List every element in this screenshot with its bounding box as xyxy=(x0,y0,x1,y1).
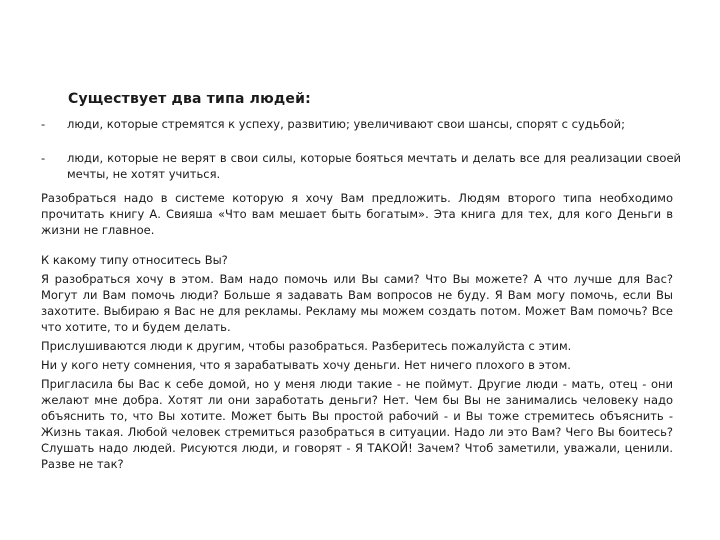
paragraph: Пригласила бы Вас к себе домой, но у меня люди такие - не поймут. Другие люди - мать, отец - они желают мне добра. Хотят ли они заработать деньги? Нет. Чем бы Вы не занимались человеку надо объяснить то, что Вы хотите. Может быть Вы простой рабочий - и Вы тоже стремитесь объяснить - Жизнь такая. Любой человек стремиться разобраться в ситуации. Надо ли это Вам? Чего Вы боитесь? Слушать надо людей. Рисуются люди, и говорят - Я ТАКОЙ! Зачем? Чтоб заметили, уважали, ценили. Разве не так? xyxy=(41,377,673,471)
paragraph: Ни у кого нету сомнения, что я зарабатывать хочу деньги. Нет ничего плохого в этом. xyxy=(41,358,571,372)
bullet-text: люди, которые не верят в свои силы, которые бояться мечтать и делать все для реализации своей мечты, не хотят учиться. xyxy=(67,151,681,181)
bullet-text: люди, которые стремятся к успеху, развитию; увеличивают свои шансы, спорят с судьбой; xyxy=(67,117,625,131)
bullet-list xyxy=(41,116,681,200)
bullet-item xyxy=(41,150,681,182)
bullet-marker: - xyxy=(41,117,46,131)
paragraph: Разобраться надо в системе которую я хочу Вам предложить. Людям второго типа необходимо прочитать книгу А. Свияша «Что вам мешает быть богатым». Эта книга для тех, для кого Деньги в жизни не главное. xyxy=(41,191,673,237)
paragraph: Я разобраться хочу в этом. Вам надо помочь или Вы сами? Что Вы можете? А что лучше для Вас? Могут ли Вам помочь люди? Больше я задавать Вам вопросов не буду. Я Вам могу помочь, если Вы захотите. Выбираю я Вас не для рекламы. Рекламу мы можем создать потом. Может Вам помочь? Все что хотите, то и будем делать. xyxy=(41,272,673,334)
paragraph: К какому типу относитесь Вы? xyxy=(41,253,228,267)
paragraph: Прислушиваются люди к другим, чтобы разобраться. Разберитесь пожалуйста с этим. xyxy=(41,339,572,353)
body-text xyxy=(41,190,673,475)
bullet-item xyxy=(41,116,681,132)
bullet-marker: - xyxy=(41,151,46,165)
heading: Существует два типа людей: xyxy=(68,91,311,107)
